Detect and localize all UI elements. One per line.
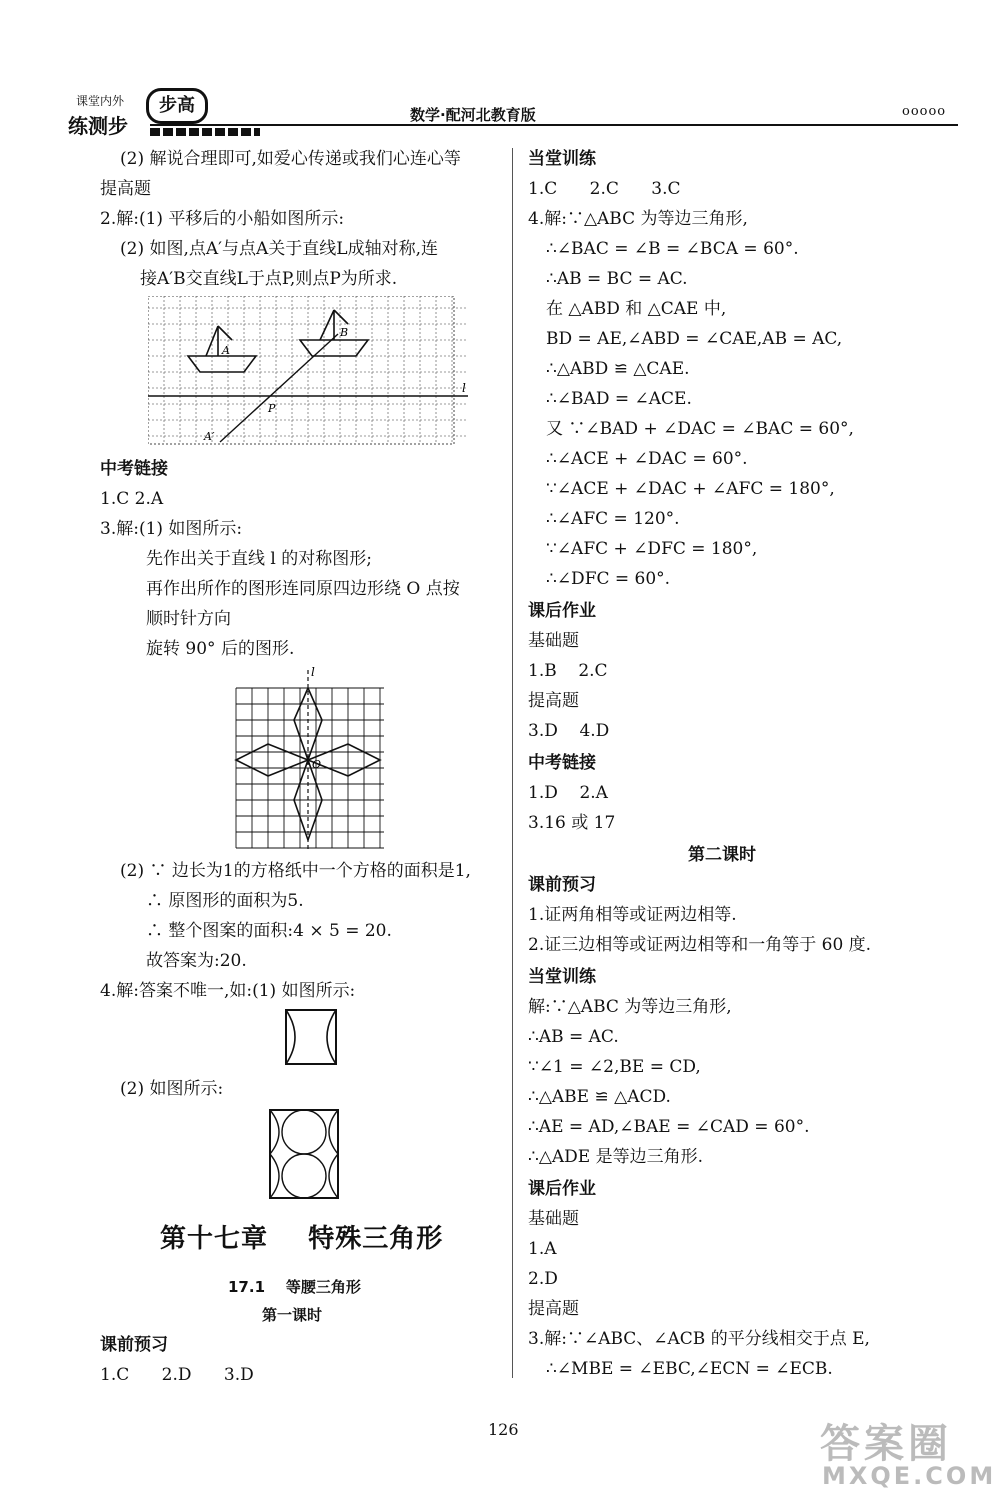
arc-figure-1 bbox=[282, 1006, 342, 1068]
boat-figure bbox=[148, 296, 474, 448]
section-heading: 中考链接 bbox=[528, 753, 596, 773]
section-heading: 中考链接 bbox=[100, 459, 168, 479]
right-line: ∴∠AFC = 120°. bbox=[546, 509, 680, 529]
left-line: 先作出关于直线 l 的对称图形; bbox=[146, 549, 372, 569]
right-line: 1.D 2.A bbox=[528, 783, 608, 803]
label-b: B bbox=[340, 326, 349, 339]
right-line: ∴△ABE ≌ △ACD. bbox=[528, 1087, 671, 1107]
label-o: O bbox=[312, 758, 322, 771]
left-line: 接A′B交直线L于点P,则点P为所求. bbox=[140, 269, 398, 289]
right-line: 基础题 bbox=[528, 1209, 579, 1229]
section-heading: 课后作业 bbox=[528, 601, 596, 621]
right-line: 1.B 2.C bbox=[528, 661, 608, 681]
right-line: ∴∠MBE = ∠EBC,∠ECN = ∠ECB. bbox=[546, 1359, 833, 1379]
section-heading: 课前预习 bbox=[528, 875, 596, 895]
right-line: 3.D 4.D bbox=[528, 721, 610, 741]
rotation-figure bbox=[228, 664, 396, 854]
lesson-title: 第二课时 bbox=[688, 845, 756, 865]
chapter-title: 第十七章 特殊三角形 bbox=[160, 1224, 444, 1254]
left-line: 再作出所作的图形连同原四边形绕 O 点按 bbox=[146, 579, 460, 599]
left-line: (2) ∵ 边长为1的方格纸中一个方格的面积是1, bbox=[120, 861, 471, 881]
right-line: 提高题 bbox=[528, 691, 579, 711]
label-l: l bbox=[462, 381, 466, 395]
right-line: 又 ∵∠BAD + ∠DAC = ∠BAC = 60°, bbox=[546, 419, 854, 439]
right-line: 1.证两角相等或证两边相等. bbox=[528, 905, 737, 925]
section-title: 17.1 等腰三角形 bbox=[228, 1278, 361, 1296]
right-line: 4.解:∵△ABC 为等边三角形, bbox=[528, 209, 748, 229]
left-line: 3.解:(1) 如图所示: bbox=[100, 519, 243, 539]
left-line: 顺时针方向 bbox=[146, 609, 231, 629]
section-heading: 当堂训练 bbox=[528, 967, 596, 987]
right-line: ∴AB = AC. bbox=[528, 1027, 619, 1047]
right-line: ∴△ADE 是等边三角形. bbox=[528, 1147, 704, 1167]
right-line: 2.D bbox=[528, 1269, 558, 1289]
left-line: 1.C 2.A bbox=[100, 489, 164, 509]
column-divider bbox=[512, 148, 513, 1378]
right-line: 解:∵△ABC 为等边三角形, bbox=[528, 997, 732, 1017]
label-a-prime: A′ bbox=[204, 430, 215, 443]
right-line: ∵∠AFC + ∠DFC = 180°, bbox=[546, 539, 758, 559]
label-p: P bbox=[268, 402, 276, 415]
right-line: ∵∠ACE + ∠DAC + ∠AFC = 180°, bbox=[546, 479, 835, 499]
right-line: ∴AB = BC = AC. bbox=[546, 269, 688, 289]
left-line: (2) 如图所示: bbox=[120, 1079, 224, 1099]
brand-main: 练测步 bbox=[68, 114, 128, 138]
section-heading: 当堂训练 bbox=[528, 149, 596, 169]
left-line: 4.解:答案不唯一,如:(1) 如图所示: bbox=[100, 981, 356, 1001]
right-line: ∴∠BAC = ∠B = ∠BCA = 60°. bbox=[546, 239, 799, 259]
right-line: 提高题 bbox=[528, 1299, 579, 1319]
right-line: 3.16 或 17 bbox=[528, 813, 616, 833]
left-line: 故答案为:20. bbox=[146, 951, 247, 971]
left-line: 2.解:(1) 平移后的小船如图所示: bbox=[100, 209, 345, 229]
left-line: 1.C 2.D 3.D bbox=[100, 1365, 254, 1385]
watermark: 答案圈 bbox=[820, 1421, 952, 1467]
right-line: 在 △ABD 和 △CAE 中, bbox=[546, 299, 727, 319]
section-heading: 课前预习 bbox=[100, 1335, 168, 1355]
header-dots: ooooo bbox=[902, 104, 947, 119]
right-line: 2.证三边相等或证两边相等和一角等于 60 度. bbox=[528, 935, 872, 955]
left-line: (2) 解说合理即可,如爱心传递或我们心连心等 bbox=[120, 149, 461, 169]
right-line: 1.A bbox=[528, 1239, 557, 1259]
left-line: 旋转 90° 后的图形. bbox=[146, 639, 295, 659]
right-line: 3.解:∵∠ABC、∠ACB 的平分线相交于点 E, bbox=[528, 1329, 870, 1349]
label-a: A bbox=[222, 344, 230, 357]
right-line: 基础题 bbox=[528, 631, 579, 651]
right-line: 1.C 2.C 3.C bbox=[528, 179, 681, 199]
header-rule bbox=[150, 124, 958, 126]
header bbox=[0, 80, 1000, 140]
brand-small: 课堂内外 bbox=[76, 94, 125, 108]
label-l-top: l bbox=[311, 665, 315, 679]
brand-badge: 步高 bbox=[146, 88, 208, 124]
page-number: 126 bbox=[488, 1420, 519, 1439]
right-line: ∴∠DFC = 60°. bbox=[546, 569, 671, 589]
right-line: ∴∠ACE + ∠DAC = 60°. bbox=[546, 449, 748, 469]
right-line: ∴AE = AD,∠BAE = ∠CAD = 60°. bbox=[528, 1117, 810, 1137]
subject-title: 数学·配河北教育版 bbox=[410, 106, 536, 124]
right-line: ∵∠1 = ∠2,BE = CD, bbox=[528, 1057, 701, 1077]
left-line: ∴ 原图形的面积为5. bbox=[146, 891, 304, 911]
watermark-url: MXQE.COM bbox=[822, 1462, 997, 1490]
right-line: ∴△ABD ≌ △CAE. bbox=[546, 359, 690, 379]
header-bar bbox=[150, 128, 260, 136]
lesson-title: 第一课时 bbox=[262, 1306, 323, 1324]
left-line: 提高题 bbox=[100, 179, 151, 199]
left-line: ∴ 整个图案的面积:4 × 5 = 20. bbox=[146, 921, 392, 941]
section-heading: 课后作业 bbox=[528, 1179, 596, 1199]
left-line: (2) 如图,点A′与点A关于直线L成轴对称,连 bbox=[120, 239, 438, 259]
arc-figure-2 bbox=[266, 1106, 344, 1202]
right-line: BD = AE,∠ABD = ∠CAE,AB = AC, bbox=[546, 329, 843, 349]
right-line: ∴∠BAD = ∠ACE. bbox=[546, 389, 692, 409]
